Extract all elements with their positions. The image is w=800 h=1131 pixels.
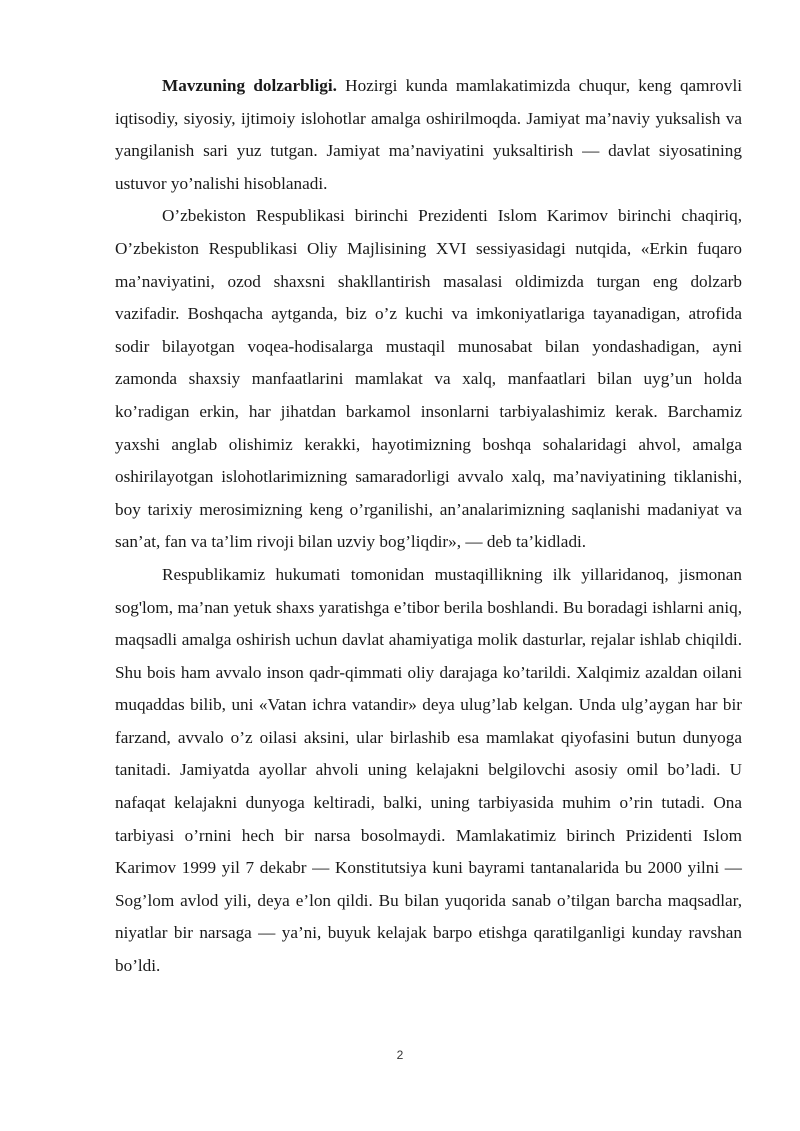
- paragraph-healthy-generation: [115, 559, 742, 983]
- paragraph-text: Hozirgi kunda mamlakatimizda chuqur, keng qamrovli iqtisodiy, siyosiy, ijtimoiy islohotlar amalga oshirilmoqda. Jamiyat ma’naviy yuksalish va yangilanish sari yuz tutgan. Jamiyat ma’naviyatini yuksaltirish — davlat siyosatining ustuvor yo’nalishi hisoblanadi.: [115, 76, 742, 193]
- paragraph-relevance: [115, 70, 742, 200]
- section-heading: Mavzuning dolzarbligi.: [162, 76, 337, 95]
- page-number: 2: [396, 1048, 404, 1062]
- paragraph-text: O’zbekiston Respublikasi birinchi Prezidenti Islom Karimov birinchi chaqiriq, O’zbekiston Respublikasi Oliy Majlisining XVI sessiyasidagi nutqida, «Erkin fuqaro ma’naviyatini, ozod shaxsni shakllantirish masalasi oldimizda turgan eng dolzarb vazifadir. Boshqacha aytganda, biz o’z kuchi va imkoniyatlariga tayanadigan, atrofida sodir bilayotgan voqea-hodisalarga mustaqil munosabat bilan yondashadigan, ayni zamonda shaxsiy manfaatlarini mamlakat va xalq, manfaatlari bilan uyg’un holda ko’radigan erkin, har jihatdan barkamol insonlarni tarbiyalashimiz kerak. Barchamiz yaxshi anglab olishimiz kerakki, hayotimizning boshqa sohalaridagi ahvol, amalga oshirilayotgan islohotlarimizning samaradorligi avvalo xalq, ma’naviyatining tiklanishi, boy tarixiy merosimizning keng o’rganilishi, an’analarimizning saqlanishi madaniyat va san’at, fan va ta’lim rivoji bilan uzviy bog’liqdir», — deb ta’kidladi.: [115, 206, 742, 552]
- paragraph-karimov-quote: [115, 200, 742, 559]
- document-body: [115, 70, 742, 983]
- paragraph-text: Respublikamiz hukumati tomonidan mustaqillikning ilk yillaridanoq, jismonan sog'lom, ma’nan yetuk shaxs yaratishga e’tibor berila boshlandi. Bu boradagi ishlarni aniq, maqsadli amalga oshirish uchun davlat ahamiyatiga molik dasturlar, rejalar ishlab chiqildi. Shu bois ham avvalo inson qadr-qimmati oliy darajaga ko’tarildi. Xalqimiz azaldan oilani muqaddas bilib, uni «Vatan ichra vatandir» deya ulug’lab kelgan. Unda ulg’aygan har bir farzand, avvalo o’z oilasi aksini, ular birlashib esa mamlakat qiyofasini butun dunyoga tanitadi. Jamiyatda ayollar ahvoli uning kelajakni belgilovchi asosiy omil bo’ladi. U nafaqat kelajakni dunyoga keltiradi, balki, uning tarbiyasida muhim o’rin tutadi. Ona tarbiyasi o’rnini hech bir narsa bosolmaydi. Mamlakatimiz birinch Prizidenti Islom Karimov 1999 yil 7 dekabr — Konstitutsiya kuni bayrami tantanalarida bu 2000 yilni — Sog’lom avlod yili, deya e’lon qildi. Bu bilan yuqorida sanab o’tilgan barcha maqsadlar, niyatlar bir narsaga — ya’ni, buyuk kelajak barpo etishga qaratilganligi kunday ravshan bo’ldi.: [115, 564, 742, 976]
